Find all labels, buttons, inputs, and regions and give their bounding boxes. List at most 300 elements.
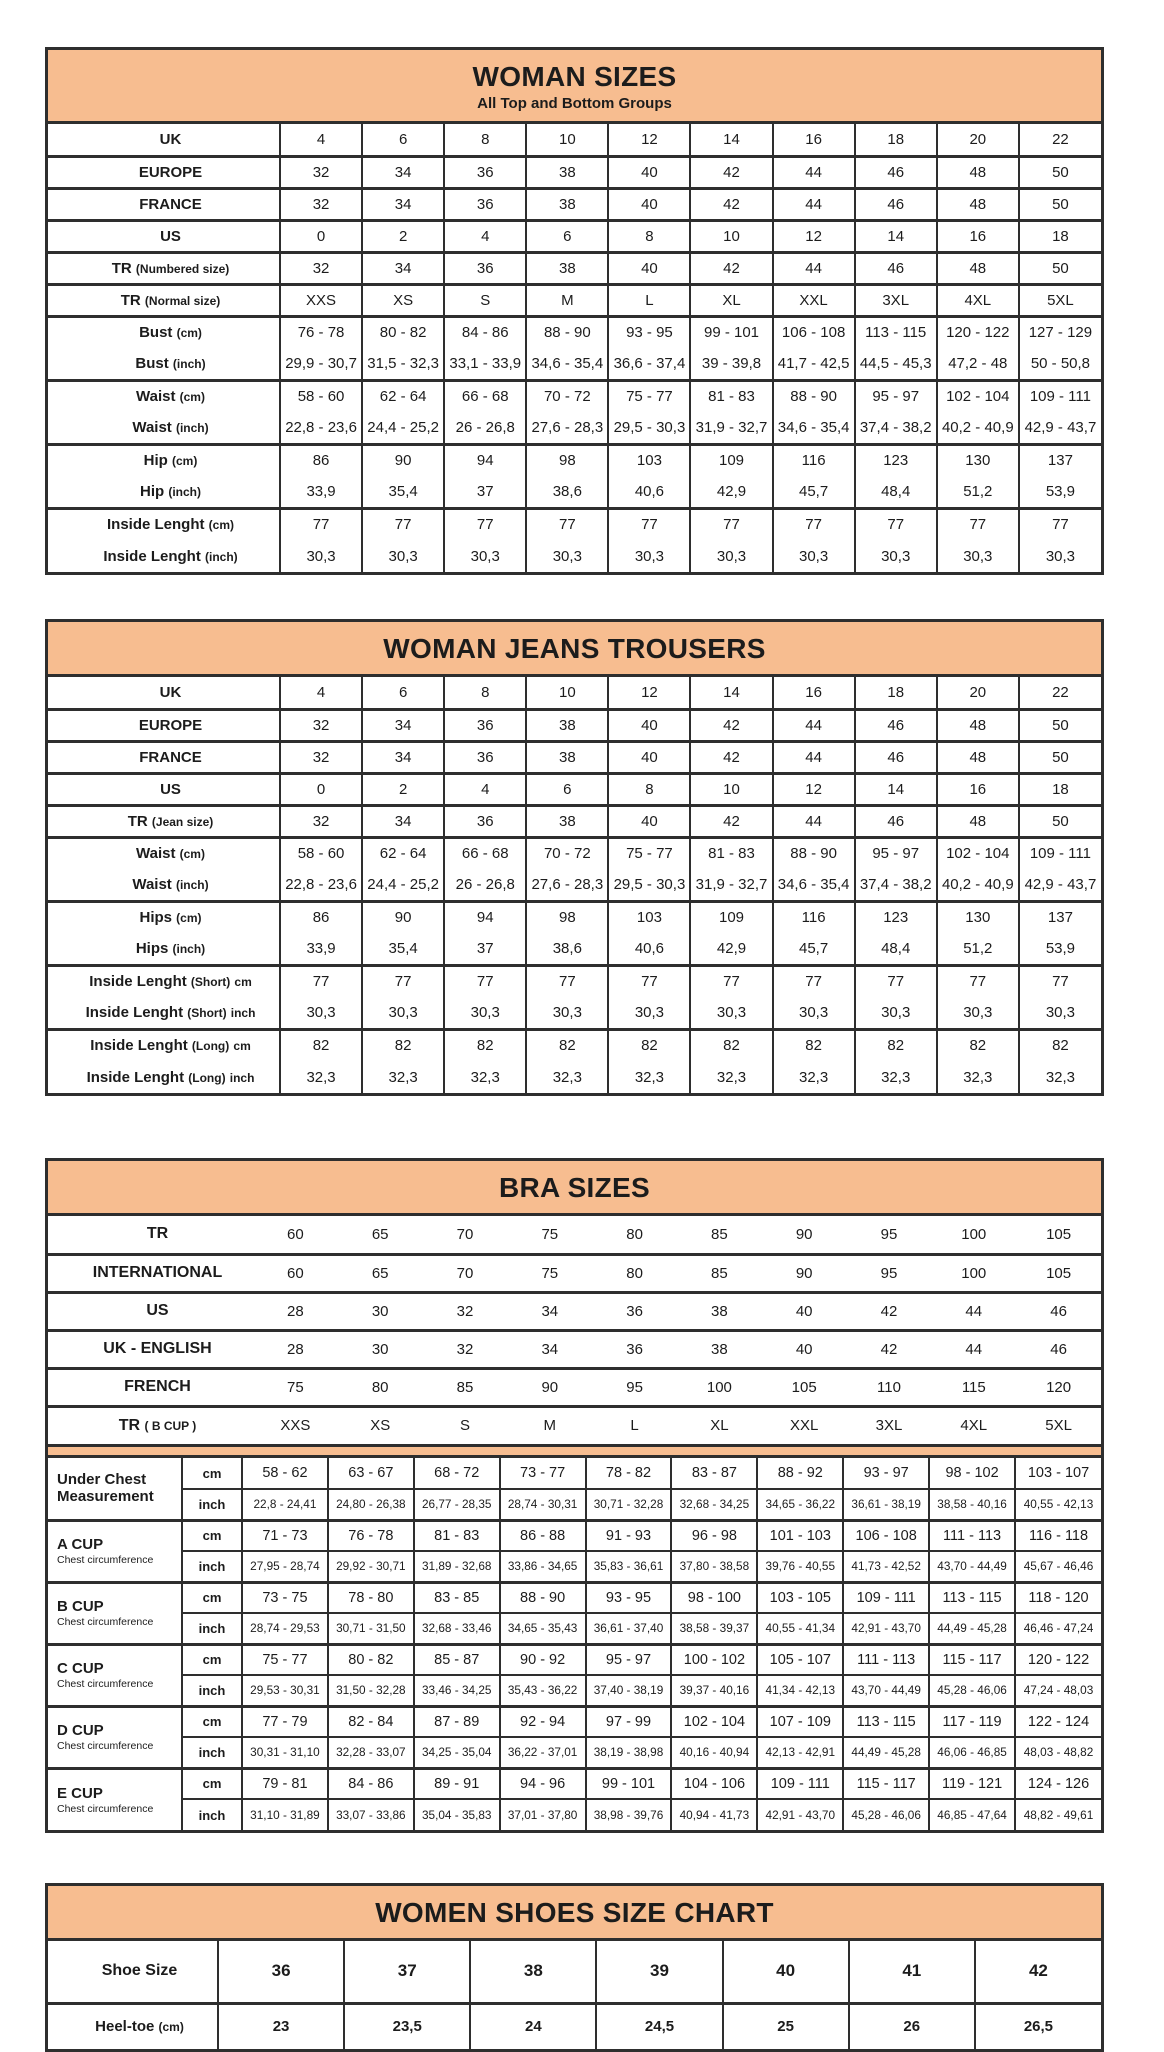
cell-value: 47,24 - 48,03 (1015, 1675, 1101, 1706)
cell-value: 75 - 77 (242, 1644, 328, 1675)
table-row (48, 773, 1101, 805)
cell-value: 42 (880, 1340, 898, 1358)
row-group (48, 901, 1101, 965)
cell-value: 46,06 - 46,85 (929, 1737, 1015, 1768)
cell-value: 45,7 (773, 476, 855, 508)
row-label: FRANCE (139, 195, 202, 213)
table-row (48, 1368, 1101, 1406)
cell-value: 24,5 (596, 2003, 722, 2049)
cell-value: 120 (1046, 1378, 1072, 1396)
row-group (48, 380, 1101, 444)
cell-value: 90 (795, 1264, 813, 1282)
cell-value: 50 (1019, 252, 1101, 284)
cell-value: 95 (880, 1264, 898, 1282)
cell-value: 115 - 117 (843, 1768, 929, 1799)
cell-value: 45,28 - 46,06 (843, 1799, 929, 1830)
cell-value: 40 (795, 1302, 813, 1320)
cell-value: 38,98 - 39,76 (586, 1799, 672, 1830)
cell-value: 95 - 97 (855, 380, 937, 412)
cell-value: 24,4 - 25,2 (362, 869, 444, 901)
cell-value: 32 (280, 741, 362, 773)
cell-value: 83 - 85 (414, 1582, 500, 1613)
cell-value: 22,8 - 23,6 (280, 412, 362, 444)
cell-value: 36 (626, 1340, 643, 1358)
row-label: Inside Lenght (cm) (106, 516, 234, 534)
cell-value: 39,37 - 40,16 (671, 1675, 757, 1706)
cell-value: 39 (596, 1941, 722, 2003)
cell-value: 30,3 (526, 997, 608, 1029)
cell-value: 93 - 95 (608, 316, 690, 348)
unit-label: inch (182, 1489, 242, 1520)
cell-value: 33,07 - 33,86 (328, 1799, 414, 1830)
cell-value: 66 - 68 (444, 837, 526, 869)
cell-value: 37,40 - 38,19 (586, 1675, 672, 1706)
cell-value: 77 (855, 965, 937, 997)
cell-value: 32,3 (855, 1061, 937, 1093)
group-label-text: A CUP (57, 1535, 104, 1553)
table-row (48, 348, 1101, 380)
cell-value: 87 - 89 (414, 1706, 500, 1737)
table-row (48, 1406, 1101, 1444)
cell-value: 38,6 (526, 933, 608, 965)
table-row (48, 741, 1101, 773)
cell-value: 18 (855, 124, 937, 156)
cell-value: 31,9 - 32,7 (690, 869, 772, 901)
cell-value: 29,9 - 30,7 (280, 348, 362, 380)
cell-value: 40 (795, 1340, 813, 1358)
cell-value: 8 (608, 773, 690, 805)
cell-value: 105 - 107 (757, 1644, 843, 1675)
cell-value: 44 (773, 156, 855, 188)
cell-value: 10 (690, 220, 772, 252)
group-label-text: C CUP (57, 1659, 104, 1677)
cell-value: 44,49 - 45,28 (929, 1613, 1015, 1644)
row-group (48, 1406, 1101, 1444)
cell-value: 46 (855, 188, 937, 220)
cell-value: 46 (855, 156, 937, 188)
row-group (48, 220, 1101, 252)
row-label: TR (Numbered size) (111, 259, 230, 277)
cell-value: 34 (541, 1340, 559, 1358)
cell-value: 34,6 - 35,4 (773, 412, 855, 444)
table-title: WOMEN SHOES SIZE CHART (375, 1897, 774, 1928)
cell-value: 88 - 90 (773, 380, 855, 412)
cell-value: 29,5 - 30,3 (608, 869, 690, 901)
cell-value: 40 (608, 805, 690, 837)
cell-value: 37,80 - 38,58 (671, 1551, 757, 1582)
group-sublabel-text: Chest circumference (57, 1678, 154, 1691)
cell-value: 111 - 113 (929, 1520, 1015, 1551)
cell-value: 32 (280, 805, 362, 837)
cell-value: 48,03 - 48,82 (1015, 1737, 1101, 1768)
cell-value: 44 (773, 252, 855, 284)
cell-value: XL (690, 284, 772, 316)
label-unit: (Short) (190, 975, 231, 990)
cell-value: 98 (526, 901, 608, 933)
cell-value: 60 (287, 1225, 304, 1243)
group-sublabel-text: Chest circumference (57, 1740, 154, 1753)
label-unit: cm (233, 1039, 251, 1054)
bra-sizes-grid (48, 1458, 1101, 1830)
cell-value: M (543, 1417, 557, 1435)
cell-value: 16 (773, 677, 855, 709)
cell-value: 30,3 (855, 540, 937, 572)
cell-value: 53,9 (1019, 933, 1101, 965)
unit-label: inch (182, 1799, 242, 1830)
cell-value: 42,9 - 43,7 (1019, 412, 1101, 444)
woman-jeans-trousers-header (48, 622, 1101, 677)
cell-value: 40,55 - 41,34 (757, 1613, 843, 1644)
cell-value: 68 - 72 (414, 1458, 500, 1489)
cell-value: 6 (362, 124, 444, 156)
row-group (48, 1941, 1101, 2003)
cell-value: 94 (444, 901, 526, 933)
cell-value: 31,10 - 31,89 (242, 1799, 328, 1830)
cell-value: 100 (706, 1378, 732, 1396)
cell-value: 127 - 129 (1019, 316, 1101, 348)
cell-value: 42 (880, 1302, 898, 1320)
women-shoes-table (45, 1883, 1104, 2052)
cell-value: 41 (849, 1941, 975, 2003)
cell-value: 30,3 (690, 540, 772, 572)
cell-value: 63 - 67 (328, 1458, 414, 1489)
cell-value: 28,74 - 29,53 (242, 1613, 328, 1644)
row-group (48, 2003, 1101, 2049)
row-group (48, 1458, 1101, 1520)
cell-value: 18 (1019, 220, 1101, 252)
row-label: EUROPE (138, 163, 203, 181)
label-unit: (Short) (187, 1005, 227, 1020)
cell-value: 40 (608, 741, 690, 773)
cell-value: 97 - 99 (586, 1706, 672, 1737)
table-row (48, 1458, 1101, 1489)
cell-value: 90 - 92 (500, 1644, 586, 1675)
cell-value: 14 (690, 677, 772, 709)
cell-value: 27,6 - 28,3 (526, 869, 608, 901)
cell-value: 82 (444, 1029, 526, 1061)
row-group (48, 837, 1101, 901)
cell-value: 33,9 (280, 476, 362, 508)
cell-value: 30,3 (937, 540, 1019, 572)
table-row (48, 540, 1101, 572)
cell-value: 82 (1019, 1029, 1101, 1061)
cell-value: 82 (937, 1029, 1019, 1061)
cell-value: 6 (526, 220, 608, 252)
cell-value: 48 (937, 252, 1019, 284)
group-label (48, 1644, 182, 1706)
cell-value: 48,4 (855, 933, 937, 965)
cell-value: 76 - 78 (280, 316, 362, 348)
cell-value: 46 (855, 741, 937, 773)
group-label-text: D CUP (57, 1721, 104, 1739)
cell-value: 99 - 101 (586, 1768, 672, 1799)
cell-value: 28 (287, 1302, 304, 1320)
cell-value: 0 (280, 773, 362, 805)
unit-label: cm (182, 1458, 242, 1489)
cell-value: 18 (1019, 773, 1101, 805)
unit-label: inch (182, 1613, 242, 1644)
cell-value: 36 (444, 741, 526, 773)
cell-value: 117 - 119 (929, 1706, 1015, 1737)
cell-value: 36 (444, 156, 526, 188)
cell-value: 32,3 (773, 1061, 855, 1093)
cell-value: 85 (711, 1264, 728, 1282)
row-group (48, 677, 1101, 709)
cell-value: 38 (526, 741, 608, 773)
cell-value: 0 (280, 220, 362, 252)
cell-value: 37,4 - 38,2 (855, 412, 937, 444)
row-label: Bust (cm) (139, 324, 202, 342)
cell-value: 30 (371, 1302, 389, 1320)
cell-value: 33,1 - 33,9 (444, 348, 526, 380)
cell-value: 28,74 - 30,31 (500, 1489, 586, 1520)
cell-value: 6 (526, 773, 608, 805)
cell-value: 32 (456, 1302, 474, 1320)
cell-value: 123 (855, 444, 937, 476)
cell-value: 42,91 - 43,70 (757, 1799, 843, 1830)
cell-value: 32,68 - 34,25 (671, 1489, 757, 1520)
cell-value: XXS (280, 1417, 311, 1435)
cell-value: 83 - 87 (671, 1458, 757, 1489)
table-row (48, 316, 1101, 348)
cell-value: 18 (855, 677, 937, 709)
cell-value: 109 (690, 444, 772, 476)
cell-value: 48 (937, 188, 1019, 220)
cell-value: 30,3 (526, 540, 608, 572)
row-label: US (160, 227, 181, 245)
cell-value: 8 (444, 124, 526, 156)
cell-value: 26 - 26,8 (444, 412, 526, 444)
cell-value: 93 - 97 (843, 1458, 929, 1489)
cell-value: 38 (526, 156, 608, 188)
cell-value: 40,2 - 40,9 (937, 869, 1019, 901)
row-group (48, 1520, 1101, 1582)
label-unit: (Numbered size) (135, 261, 230, 276)
cell-value: 32,3 (690, 1061, 772, 1093)
cell-value: 38 (526, 188, 608, 220)
cell-value: 30 (371, 1340, 389, 1358)
cell-value: 34,6 - 35,4 (526, 348, 608, 380)
cell-value: 40 (608, 156, 690, 188)
cell-value: 44 (773, 709, 855, 741)
row-group (48, 1768, 1101, 1830)
cell-value: 75 - 77 (608, 837, 690, 869)
cell-value: 37 (444, 476, 526, 508)
cell-value: 50 (1019, 805, 1101, 837)
group-sublabel-text: Chest circumference (57, 1802, 154, 1815)
label-unit: (cm) (179, 390, 205, 405)
cell-value: 86 (280, 901, 362, 933)
cell-value: 98 (526, 444, 608, 476)
cell-value: 44 (773, 741, 855, 773)
cell-value: 51,2 (937, 476, 1019, 508)
cell-value: 41,34 - 42,13 (757, 1675, 843, 1706)
cell-value: 109 - 111 (757, 1768, 843, 1799)
cell-value: 12 (608, 677, 690, 709)
cell-value: 2 (362, 220, 444, 252)
cell-value: 58 - 60 (280, 380, 362, 412)
table-title: WOMAN JEANS TROUSERS (383, 633, 766, 664)
cell-value: 37,01 - 37,80 (500, 1799, 586, 1830)
table-row (48, 412, 1101, 444)
cell-value: 30,3 (608, 997, 690, 1029)
cell-value: 26,77 - 28,35 (414, 1489, 500, 1520)
table-row (48, 444, 1101, 476)
cell-value: 46,85 - 47,64 (929, 1799, 1015, 1830)
cell-value: 42,9 (690, 476, 772, 508)
cell-value: 58 - 60 (280, 837, 362, 869)
row-group (48, 124, 1101, 156)
cell-value: 30,3 (362, 540, 444, 572)
cell-value: 30,3 (1019, 540, 1101, 572)
row-label: Heel-toe (cm) (95, 2018, 184, 2036)
row-label: Inside Lenght (inch) (103, 547, 238, 565)
table-row (48, 476, 1101, 508)
table-row (48, 508, 1101, 540)
cell-value: 85 (456, 1378, 474, 1396)
cell-value: 40 (608, 252, 690, 284)
cell-value: 65 (371, 1264, 389, 1282)
cell-value: 20 (937, 124, 1019, 156)
cell-value: 31,5 - 32,3 (362, 348, 444, 380)
label-unit: (cm) (176, 911, 202, 926)
cell-value: 34,6 - 35,4 (773, 869, 855, 901)
cell-value: 32,3 (280, 1061, 362, 1093)
cell-value: 41,7 - 42,5 (773, 348, 855, 380)
unit-label: cm (182, 1644, 242, 1675)
cell-value: 95 - 97 (855, 837, 937, 869)
cell-value: 42 (690, 188, 772, 220)
cell-value: 4 (444, 773, 526, 805)
cell-value: 93 - 95 (586, 1582, 672, 1613)
cell-value: 34 (362, 741, 444, 773)
cell-value: 50 (1019, 188, 1101, 220)
table-row (48, 1254, 1101, 1292)
table-row (48, 2003, 1101, 2049)
cell-value: 4 (444, 220, 526, 252)
cell-value: 41,73 - 42,52 (843, 1551, 929, 1582)
cell-value: 42 (690, 741, 772, 773)
cell-value: 5XL (1019, 284, 1101, 316)
row-group (48, 156, 1101, 188)
cell-value: 10 (526, 124, 608, 156)
cell-value: 34 (362, 709, 444, 741)
cell-value: 42 (690, 709, 772, 741)
row-group (48, 1644, 1101, 1706)
cell-value: 10 (526, 677, 608, 709)
table-row (48, 1706, 1101, 1737)
cell-value: 30,3 (773, 540, 855, 572)
cell-value: 32 (456, 1340, 474, 1358)
cell-value: 30,71 - 32,28 (586, 1489, 672, 1520)
label-unit: (Long) (188, 1070, 226, 1085)
row-label: Waist (inch) (132, 875, 209, 893)
cell-value: 86 - 88 (500, 1520, 586, 1551)
cell-value: 38,19 - 38,98 (586, 1737, 672, 1768)
row-label: US (160, 780, 181, 798)
row-label: Waist (cm) (136, 845, 205, 863)
cell-value: 44 (965, 1340, 983, 1358)
table-row (48, 1644, 1101, 1675)
cell-value: 40 (608, 709, 690, 741)
table-row (48, 1768, 1101, 1799)
cell-value: 40 (723, 1941, 849, 2003)
cell-value: 14 (855, 220, 937, 252)
cell-value: XL (710, 1417, 729, 1435)
cell-value: 36,61 - 38,19 (843, 1489, 929, 1520)
cell-value: 32,3 (937, 1061, 1019, 1093)
cell-value: 122 - 124 (1015, 1706, 1101, 1737)
cell-value: 36,22 - 37,01 (500, 1737, 586, 1768)
cell-value: 70 - 72 (526, 837, 608, 869)
cell-value: 100 - 102 (671, 1644, 757, 1675)
cell-value: 38 (526, 252, 608, 284)
cell-value: 42,13 - 42,91 (757, 1737, 843, 1768)
cell-value: 51,2 (937, 933, 1019, 965)
unit-label: cm (182, 1520, 242, 1551)
group-sublabel-text: Chest circumference (57, 1616, 154, 1629)
cell-value: 36,61 - 37,40 (586, 1613, 672, 1644)
group-label-text: Under Chest Measurement (57, 1471, 154, 1506)
cell-value: XXL (773, 284, 855, 316)
cell-value: 44,5 - 45,3 (855, 348, 937, 380)
cell-value: 46 (855, 805, 937, 837)
cell-value: 35,43 - 36,22 (500, 1675, 586, 1706)
cell-value: 30,71 - 31,50 (328, 1613, 414, 1644)
cell-value: 77 (773, 508, 855, 540)
cell-value: L (630, 1417, 639, 1435)
cell-value: 107 - 109 (757, 1706, 843, 1737)
cell-value: 50 (1019, 709, 1101, 741)
cell-value: 16 (773, 124, 855, 156)
cell-value: 29,92 - 30,71 (328, 1551, 414, 1582)
table-row (48, 965, 1101, 997)
table-row (48, 997, 1101, 1029)
cell-value: 47,2 - 48 (937, 348, 1019, 380)
cell-value: 84 - 86 (444, 316, 526, 348)
cell-value: 27,6 - 28,3 (526, 412, 608, 444)
woman-sizes-grid (48, 124, 1101, 572)
row-group (48, 1368, 1101, 1406)
cell-value: 24,4 - 25,2 (362, 412, 444, 444)
table-row (48, 1941, 1101, 2003)
cell-value: 42,9 (690, 933, 772, 965)
row-group (48, 1330, 1101, 1368)
cell-value: 60 (287, 1264, 304, 1282)
cell-value: 70 - 72 (526, 380, 608, 412)
cell-value: 37 (344, 1941, 470, 2003)
cell-value: 40 (608, 188, 690, 220)
cell-value: 46 (1050, 1340, 1067, 1358)
cell-value: 88 - 90 (500, 1582, 586, 1613)
table-row (48, 933, 1101, 965)
cell-value: 35,4 (362, 476, 444, 508)
cell-value: 99 - 101 (690, 316, 772, 348)
cell-value: 36 (444, 188, 526, 220)
bra-sizes-header (48, 1161, 1101, 1216)
cell-value: 88 - 90 (526, 316, 608, 348)
cell-value: 124 - 126 (1015, 1768, 1101, 1799)
cell-value: 66 - 68 (444, 380, 526, 412)
row-label: Inside Lenght (Long) inch (86, 1068, 255, 1086)
label-unit: (inch) (175, 877, 209, 892)
cell-value: 75 (287, 1378, 304, 1396)
cell-value: 137 (1019, 901, 1101, 933)
cell-value: 73 - 75 (242, 1582, 328, 1613)
label-unit: (Jean size) (151, 814, 214, 829)
women-shoes-header (48, 1886, 1101, 1941)
row-group (48, 1292, 1101, 1330)
